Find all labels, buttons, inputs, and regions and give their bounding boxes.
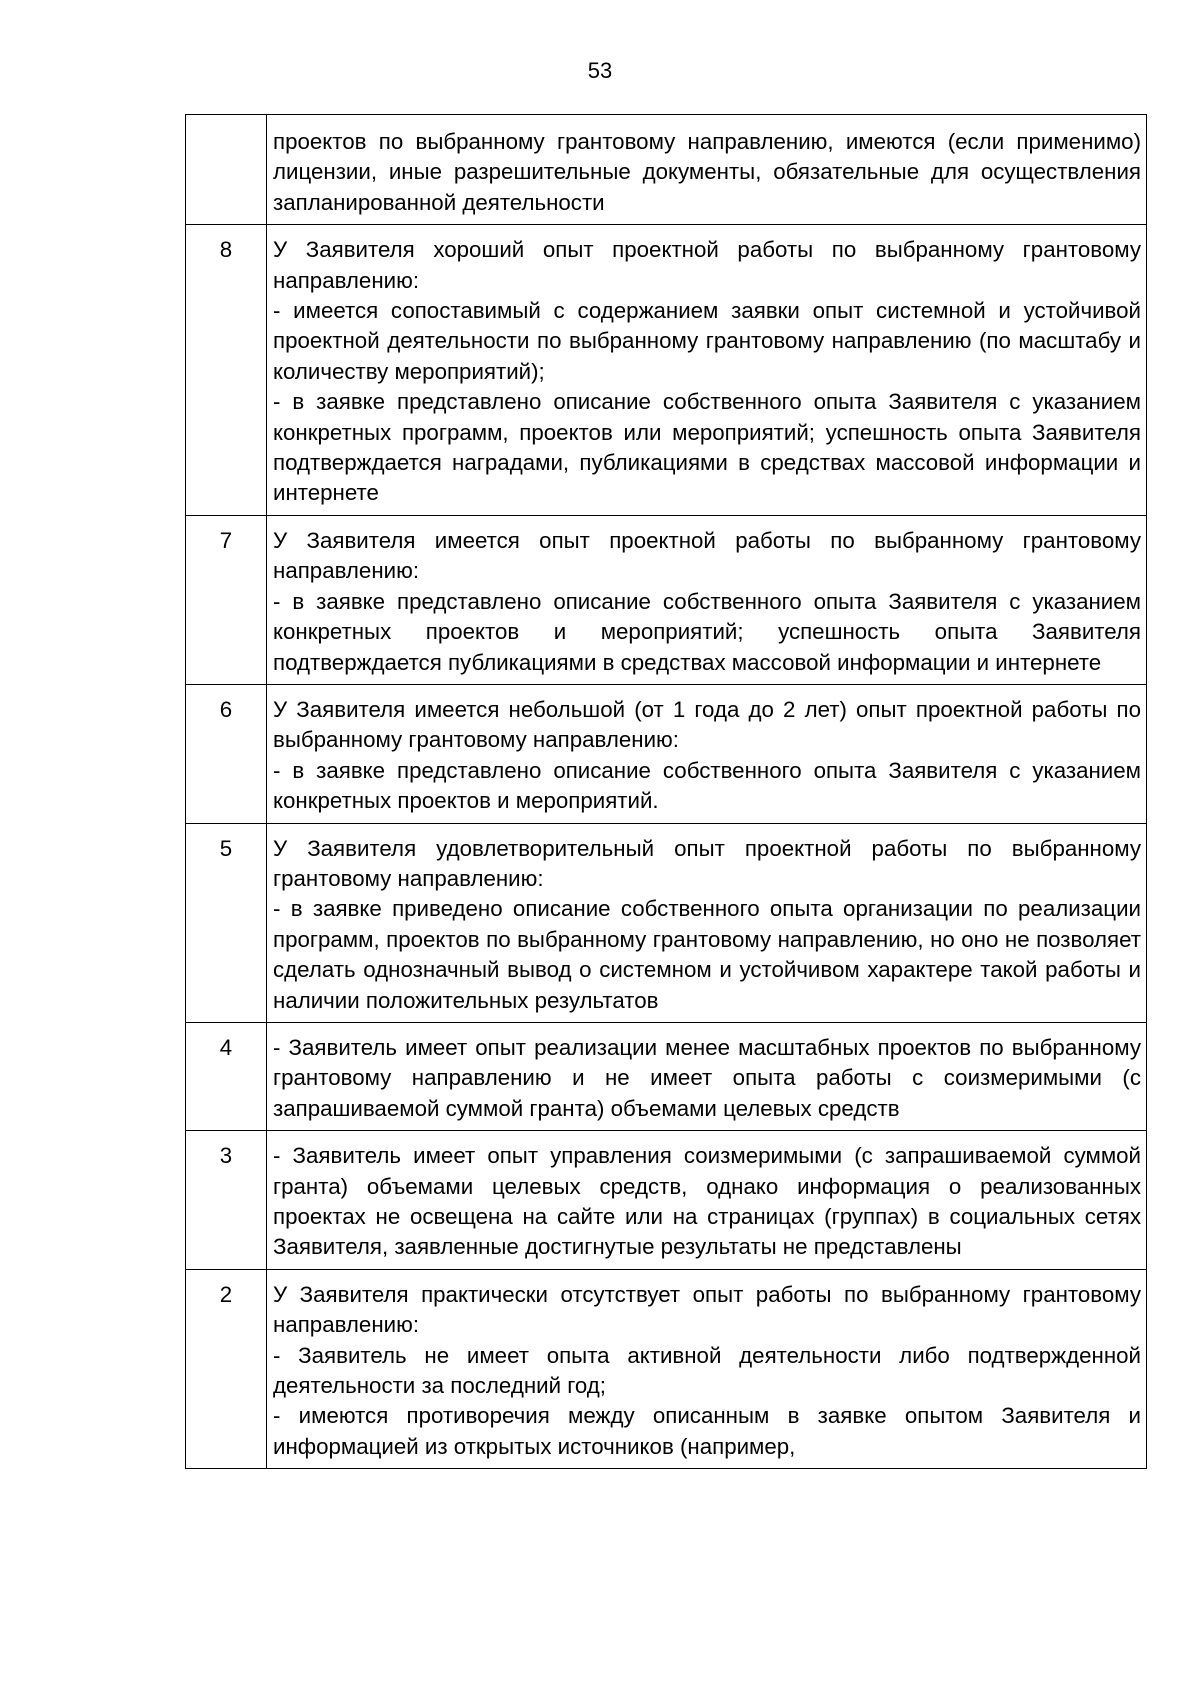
- description-paragraph: проектов по выбранному грантовому направлению, имеются (если применимо) лицензии, иные разрешительные документы, обязательные для осуществления запланированной деятельности: [273, 129, 1141, 215]
- description-paragraph: - имеется сопоставимый с содержанием заявки опыт системной и устойчивой проектной деятельности по выбранному грантовому направлению (по масштабу и количеству мероприятий);: [273, 298, 1141, 384]
- table-row: [186, 225, 1147, 516]
- description-cell: [267, 1269, 1147, 1468]
- description-paragraph: - имеются противоречия между описанным в заявке опытом Заявителя и информацией из открытых источников (например,: [273, 1403, 1141, 1459]
- table-row: [186, 1022, 1147, 1130]
- score-cell: [186, 115, 267, 225]
- description-paragraph: - в заявке представлено описание собственного опыта Заявителя с указанием конкретных проектов и мероприятий; успешность опыта Заявителя подтверждается публикациями в средствах массовой информации и интернете: [273, 588, 1141, 675]
- description-paragraph: У Заявителя удовлетворительный опыт проектной работы по выбранному грантовому направлению:: [273, 835, 1141, 891]
- score-cell: 5: [186, 823, 267, 1022]
- score-cell: 2: [186, 1269, 267, 1468]
- description-cell: [267, 1131, 1147, 1270]
- table-row: [186, 823, 1147, 1022]
- table-row: [186, 515, 1147, 684]
- table-row: [186, 684, 1147, 823]
- description-cell: [267, 684, 1147, 823]
- description-cell: [267, 225, 1147, 516]
- description-paragraph: - Заявитель имеет опыт реализации менее масштабных проектов по выбранному грантовому направлению и не имеет опыта работы с соизмеримыми (с запрашиваемой суммой гранта) объемами целевых средств: [273, 1034, 1141, 1121]
- table-row: [186, 1269, 1147, 1468]
- score-cell: 6: [186, 684, 267, 823]
- description-paragraph: - Заявитель не имеет опыта активной деятельности либо подтвержденной деятельности за последний год;: [273, 1342, 1141, 1399]
- description-cell: [267, 115, 1147, 225]
- score-cell: 3: [186, 1131, 267, 1270]
- description-paragraph: У Заявителя хороший опыт проектной работы по выбранному грантовому направлению:: [273, 237, 1141, 293]
- description-paragraph: - в заявке представлено описание собственного опыта Заявителя с указанием конкретных программ, проектов или мероприятий; успешность опыта Заявителя подтверждается наградами, публикациями в средствах массовой информации и интернете: [273, 389, 1141, 506]
- description-paragraph: - в заявке приведено описание собственного опыта организации по реализации программ, проектов по выбранному грантовому направлению, но оно не позволяет сделать однозначный вывод о системном и устойчивом характере такой работы и наличии положительных результатов: [273, 896, 1141, 1013]
- score-cell: 7: [186, 515, 267, 684]
- description-paragraph: У Заявителя практически отсутствует опыт работы по выбранному грантовому направлению:: [273, 1281, 1141, 1338]
- score-cell: 8: [186, 225, 267, 516]
- page-number: 53: [587, 58, 613, 83]
- score-cell: 4: [186, 1022, 267, 1130]
- table-row: [186, 115, 1147, 225]
- description-paragraph: У Заявителя имеется небольшой (от 1 года до 2 лет) опыт проектной работы по выбранному грантовому направлению:: [273, 696, 1141, 753]
- description-cell: [267, 515, 1147, 684]
- description-paragraph: - Заявитель имеет опыт управления соизмеримыми (с запрашиваемой суммой гранта) объемами целевых средств, однако информация о реализованных проектах не освещена на сайте или на страницах (группах) в социальных сетях Заявителя, заявленные достигнутые результаты не представлены: [273, 1143, 1141, 1260]
- description-paragraph: - в заявке представлено описание собственного опыта Заявителя с указанием конкретных проектов и мероприятий.: [273, 757, 1141, 814]
- description-cell: [267, 823, 1147, 1022]
- description-paragraph: У Заявителя имеется опыт проектной работы по выбранному грантовому направлению:: [273, 527, 1141, 584]
- table-row: [186, 1131, 1147, 1270]
- criteria-table: [185, 114, 1147, 1469]
- description-cell: [267, 1022, 1147, 1130]
